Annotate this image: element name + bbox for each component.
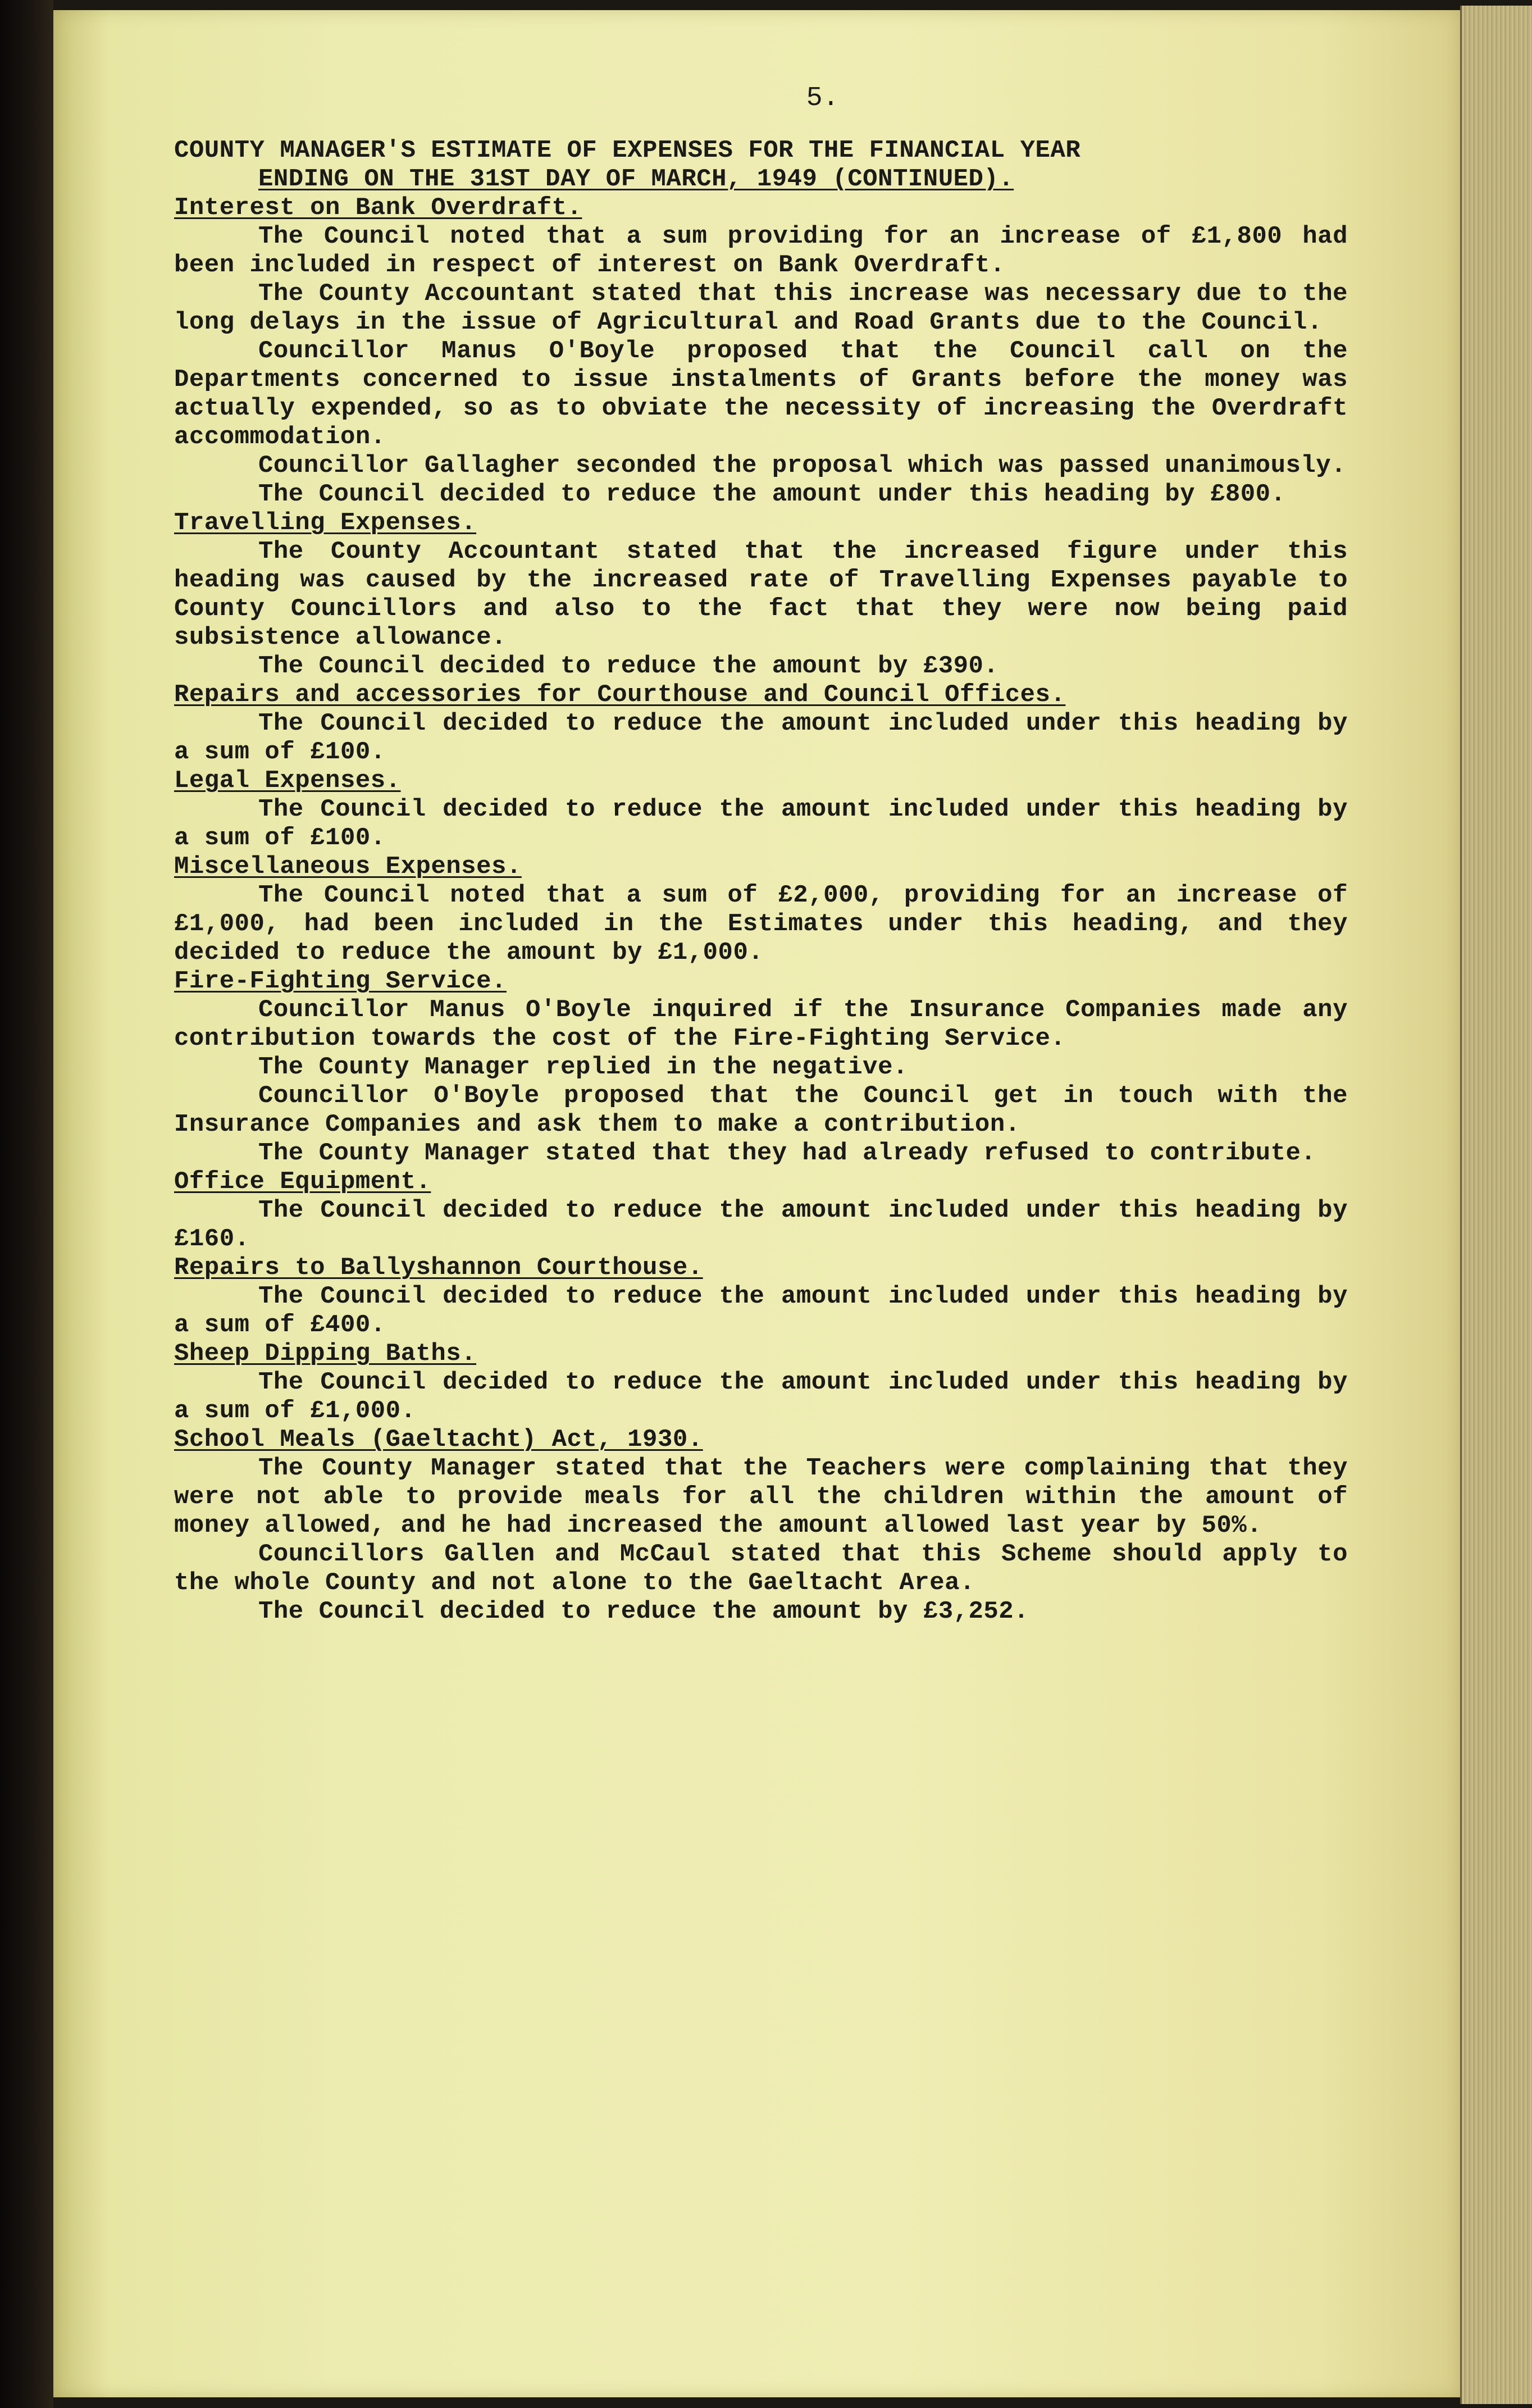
section-office-equipment (174, 1168, 1348, 1254)
paragraph: The County Accountant stated that this increase was necessary due to the long delays in the issue of Agricultural and Road Grants due to the Council. (174, 280, 1348, 336)
section-heading: School Meals (Gaeltacht) Act, 1930. (174, 1426, 703, 1454)
paragraph: Councillor Manus O'Boyle proposed that the Council call on the Departments concerned to issue instalments of Grants before the money was actually expended, so as to obviate the necessity of increasing the Overdraft accommodation. (174, 337, 1348, 451)
paragraph: Councillor Gallagher seconded the proposal which was passed unanimously. (258, 452, 1347, 480)
paragraph: The County Manager replied in the negative. (258, 1053, 908, 1081)
section-repairs-ballyshannon-courthouse (174, 1254, 1348, 1340)
paragraph: The County Manager stated that they had already refused to contribute. (258, 1139, 1316, 1167)
paragraph: The Council decided to reduce the amount under this heading by £800. (258, 480, 1286, 508)
paragraph: The County Accountant stated that the increased figure under this heading was caused by the increased rate of Travelling Expenses payable to County Councillors and also to the fact that they were now being paid subsistence allowance. (174, 538, 1348, 652)
section-heading: Sheep Dipping Baths. (174, 1340, 477, 1368)
section-heading: Travelling Expenses. (174, 509, 477, 537)
section-miscellaneous-expenses (174, 853, 1348, 967)
page-edges (1460, 6, 1532, 2404)
paragraph: The Council noted that a sum providing for an increase of £1,800 had been included in respect of interest on Bank Overdraft. (174, 222, 1348, 279)
section-fire-fighting-service (174, 967, 1348, 1168)
section-legal-expenses (174, 767, 1348, 853)
paragraph: The Council decided to reduce the amount by £3,252. (258, 1597, 1029, 1626)
paragraph: Councillor Manus O'Boyle inquired if the Insurance Companies made any contribution towards the cost of the Fire-Fighting Service. (174, 996, 1348, 1053)
paragraph: The Council decided to reduce the amount included under this heading by £160. (174, 1196, 1348, 1253)
paragraph: The Council noted that a sum of £2,000, providing for an increase of £1,000, had been included in the Estimates under this heading, and they decided to reduce the amount by £1,000. (174, 881, 1348, 967)
section-repairs-courthouse-offices (174, 681, 1348, 767)
paragraph: The Council decided to reduce the amount included under this heading by a sum of £1,000. (174, 1368, 1348, 1425)
paragraph: The Council decided to reduce the amount included under this heading by a sum of £100. (174, 795, 1348, 852)
paragraph: The Council decided to reduce the amount included under this heading by a sum of £400. (174, 1282, 1348, 1339)
paragraph: Councillors Gallen and McCaul stated that this Scheme should apply to the whole County and not alone to the Gaeltacht Area. (174, 1540, 1348, 1597)
document-title-line-2: ENDING ON THE 31ST DAY OF MARCH, 1949 (CONTINUED). (258, 165, 1014, 193)
page-number: 5. (806, 83, 840, 113)
section-heading: Repairs and accessories for Courthouse and Council Offices. (174, 681, 1066, 709)
paragraph: The Council decided to reduce the amount included under this heading by a sum of £100. (174, 709, 1348, 766)
book-binding-shadow (0, 0, 53, 2408)
document-body (174, 84, 1348, 1626)
section-heading: Legal Expenses. (174, 767, 401, 795)
section-heading: Interest on Bank Overdraft. (174, 194, 582, 222)
section-travelling-expenses (174, 509, 1348, 681)
section-school-meals-gaeltacht (174, 1426, 1348, 1626)
section-heading: Miscellaneous Expenses. (174, 853, 522, 881)
section-heading: Repairs to Ballyshannon Courthouse. (174, 1254, 703, 1282)
section-heading: Office Equipment. (174, 1168, 431, 1196)
paragraph: Councillor O'Boyle proposed that the Council get in touch with the Insurance Companies and ask them to make a contribution. (174, 1082, 1348, 1139)
section-interest-on-bank-overdraft (174, 194, 1348, 509)
section-sheep-dipping-baths (174, 1340, 1348, 1426)
paragraph: The Council decided to reduce the amount by £390. (258, 652, 999, 680)
paragraph: The County Manager stated that the Teachers were complaining that they were not able to provide meals for all the children within the amount of money allowed, and he had increased the amount allowed last year by 50%. (174, 1454, 1348, 1540)
document-title-line-1: COUNTY MANAGER'S ESTIMATE OF EXPENSES FOR THE FINANCIAL YEAR (174, 136, 1081, 165)
section-heading: Fire-Fighting Service. (174, 967, 507, 995)
